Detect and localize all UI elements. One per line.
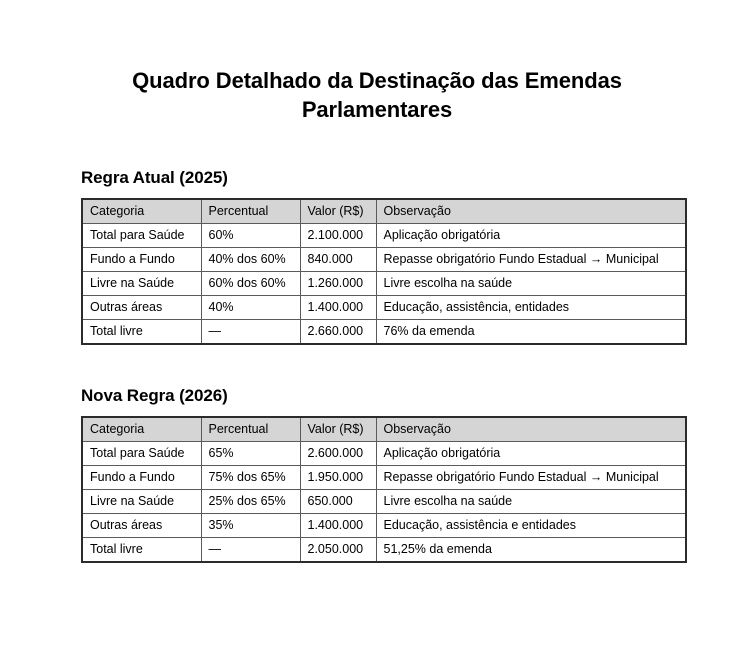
cell-percentual: 75% dos 65%: [201, 466, 300, 490]
column-header-valor: Valor (R$): [300, 417, 376, 442]
cell-categoria: Total para Saúde: [82, 224, 201, 248]
table-header-row: [82, 199, 686, 224]
cell-percentual: 25% dos 65%: [201, 490, 300, 514]
cell-categoria: Total livre: [82, 320, 201, 345]
cell-percentual: —: [201, 320, 300, 345]
cell-categoria: Outras áreas: [82, 296, 201, 320]
cell-observacao: Educação, assistência e entidades: [376, 514, 686, 538]
cell-observacao: Livre escolha na saúde: [376, 272, 686, 296]
cell-valor: 840.000: [300, 248, 376, 272]
cell-valor: 1.950.000: [300, 466, 376, 490]
cell-percentual: —: [201, 538, 300, 563]
column-header-percentual: Percentual: [201, 417, 300, 442]
table-row: [82, 490, 686, 514]
table-regra-atual: [81, 198, 687, 345]
cell-valor: 1.260.000: [300, 272, 376, 296]
section-heading: Nova Regra (2026): [81, 386, 228, 405]
table-row: [82, 442, 686, 466]
table-row: [82, 538, 686, 563]
cell-observacao: Aplicação obrigatória: [376, 224, 686, 248]
table-row: [82, 224, 686, 248]
cell-valor: 1.400.000: [300, 514, 376, 538]
table-row: [82, 514, 686, 538]
column-header-valor: Valor (R$): [300, 199, 376, 224]
cell-valor: 2.660.000: [300, 320, 376, 345]
cell-observacao: 51,25% da emenda: [376, 538, 686, 563]
cell-valor: 2.050.000: [300, 538, 376, 563]
column-header-categoria: Categoria: [82, 417, 201, 442]
cell-categoria: Fundo a Fundo: [82, 248, 201, 272]
cell-categoria: Livre na Saúde: [82, 272, 201, 296]
cell-percentual: 35%: [201, 514, 300, 538]
cell-categoria: Outras áreas: [82, 514, 201, 538]
cell-percentual: 40% dos 60%: [201, 248, 300, 272]
cell-categoria: Fundo a Fundo: [82, 466, 201, 490]
column-header-percentual: Percentual: [201, 199, 300, 224]
cell-percentual: 60%: [201, 224, 300, 248]
cell-observacao: Repasse obrigatório Fundo Estadual → Municipal: [376, 248, 686, 272]
table-nova-regra: [81, 416, 687, 563]
cell-observacao: Repasse obrigatório Fundo Estadual → Municipal: [376, 466, 686, 490]
section-heading: Regra Atual (2025): [81, 168, 228, 187]
cell-observacao: Educação, assistência, entidades: [376, 296, 686, 320]
table-header-row: [82, 417, 686, 442]
column-header-observacao: Observação: [376, 417, 686, 442]
cell-observacao: 76% da emenda: [376, 320, 686, 345]
table-row: [82, 248, 686, 272]
cell-observacao: Aplicação obrigatória: [376, 442, 686, 466]
table-row: [82, 466, 686, 490]
cell-valor: 2.100.000: [300, 224, 376, 248]
cell-categoria: Livre na Saúde: [82, 490, 201, 514]
section-nova-regra: [81, 386, 685, 563]
column-header-categoria: Categoria: [82, 199, 201, 224]
cell-valor: 2.600.000: [300, 442, 376, 466]
cell-percentual: 60% dos 60%: [201, 272, 300, 296]
table-row: [82, 296, 686, 320]
page-title: Quadro Detalhado da Destinação das Emendas Parlamentares: [132, 68, 622, 122]
cell-observacao: Livre escolha na saúde: [376, 490, 686, 514]
cell-percentual: 40%: [201, 296, 300, 320]
cell-valor: 650.000: [300, 490, 376, 514]
section-regra-atual: [81, 168, 685, 345]
cell-categoria: Total livre: [82, 538, 201, 563]
cell-valor: 1.400.000: [300, 296, 376, 320]
cell-percentual: 65%: [201, 442, 300, 466]
column-header-observacao: Observação: [376, 199, 686, 224]
cell-categoria: Total para Saúde: [82, 442, 201, 466]
table-row: [82, 320, 686, 345]
table-row: [82, 272, 686, 296]
